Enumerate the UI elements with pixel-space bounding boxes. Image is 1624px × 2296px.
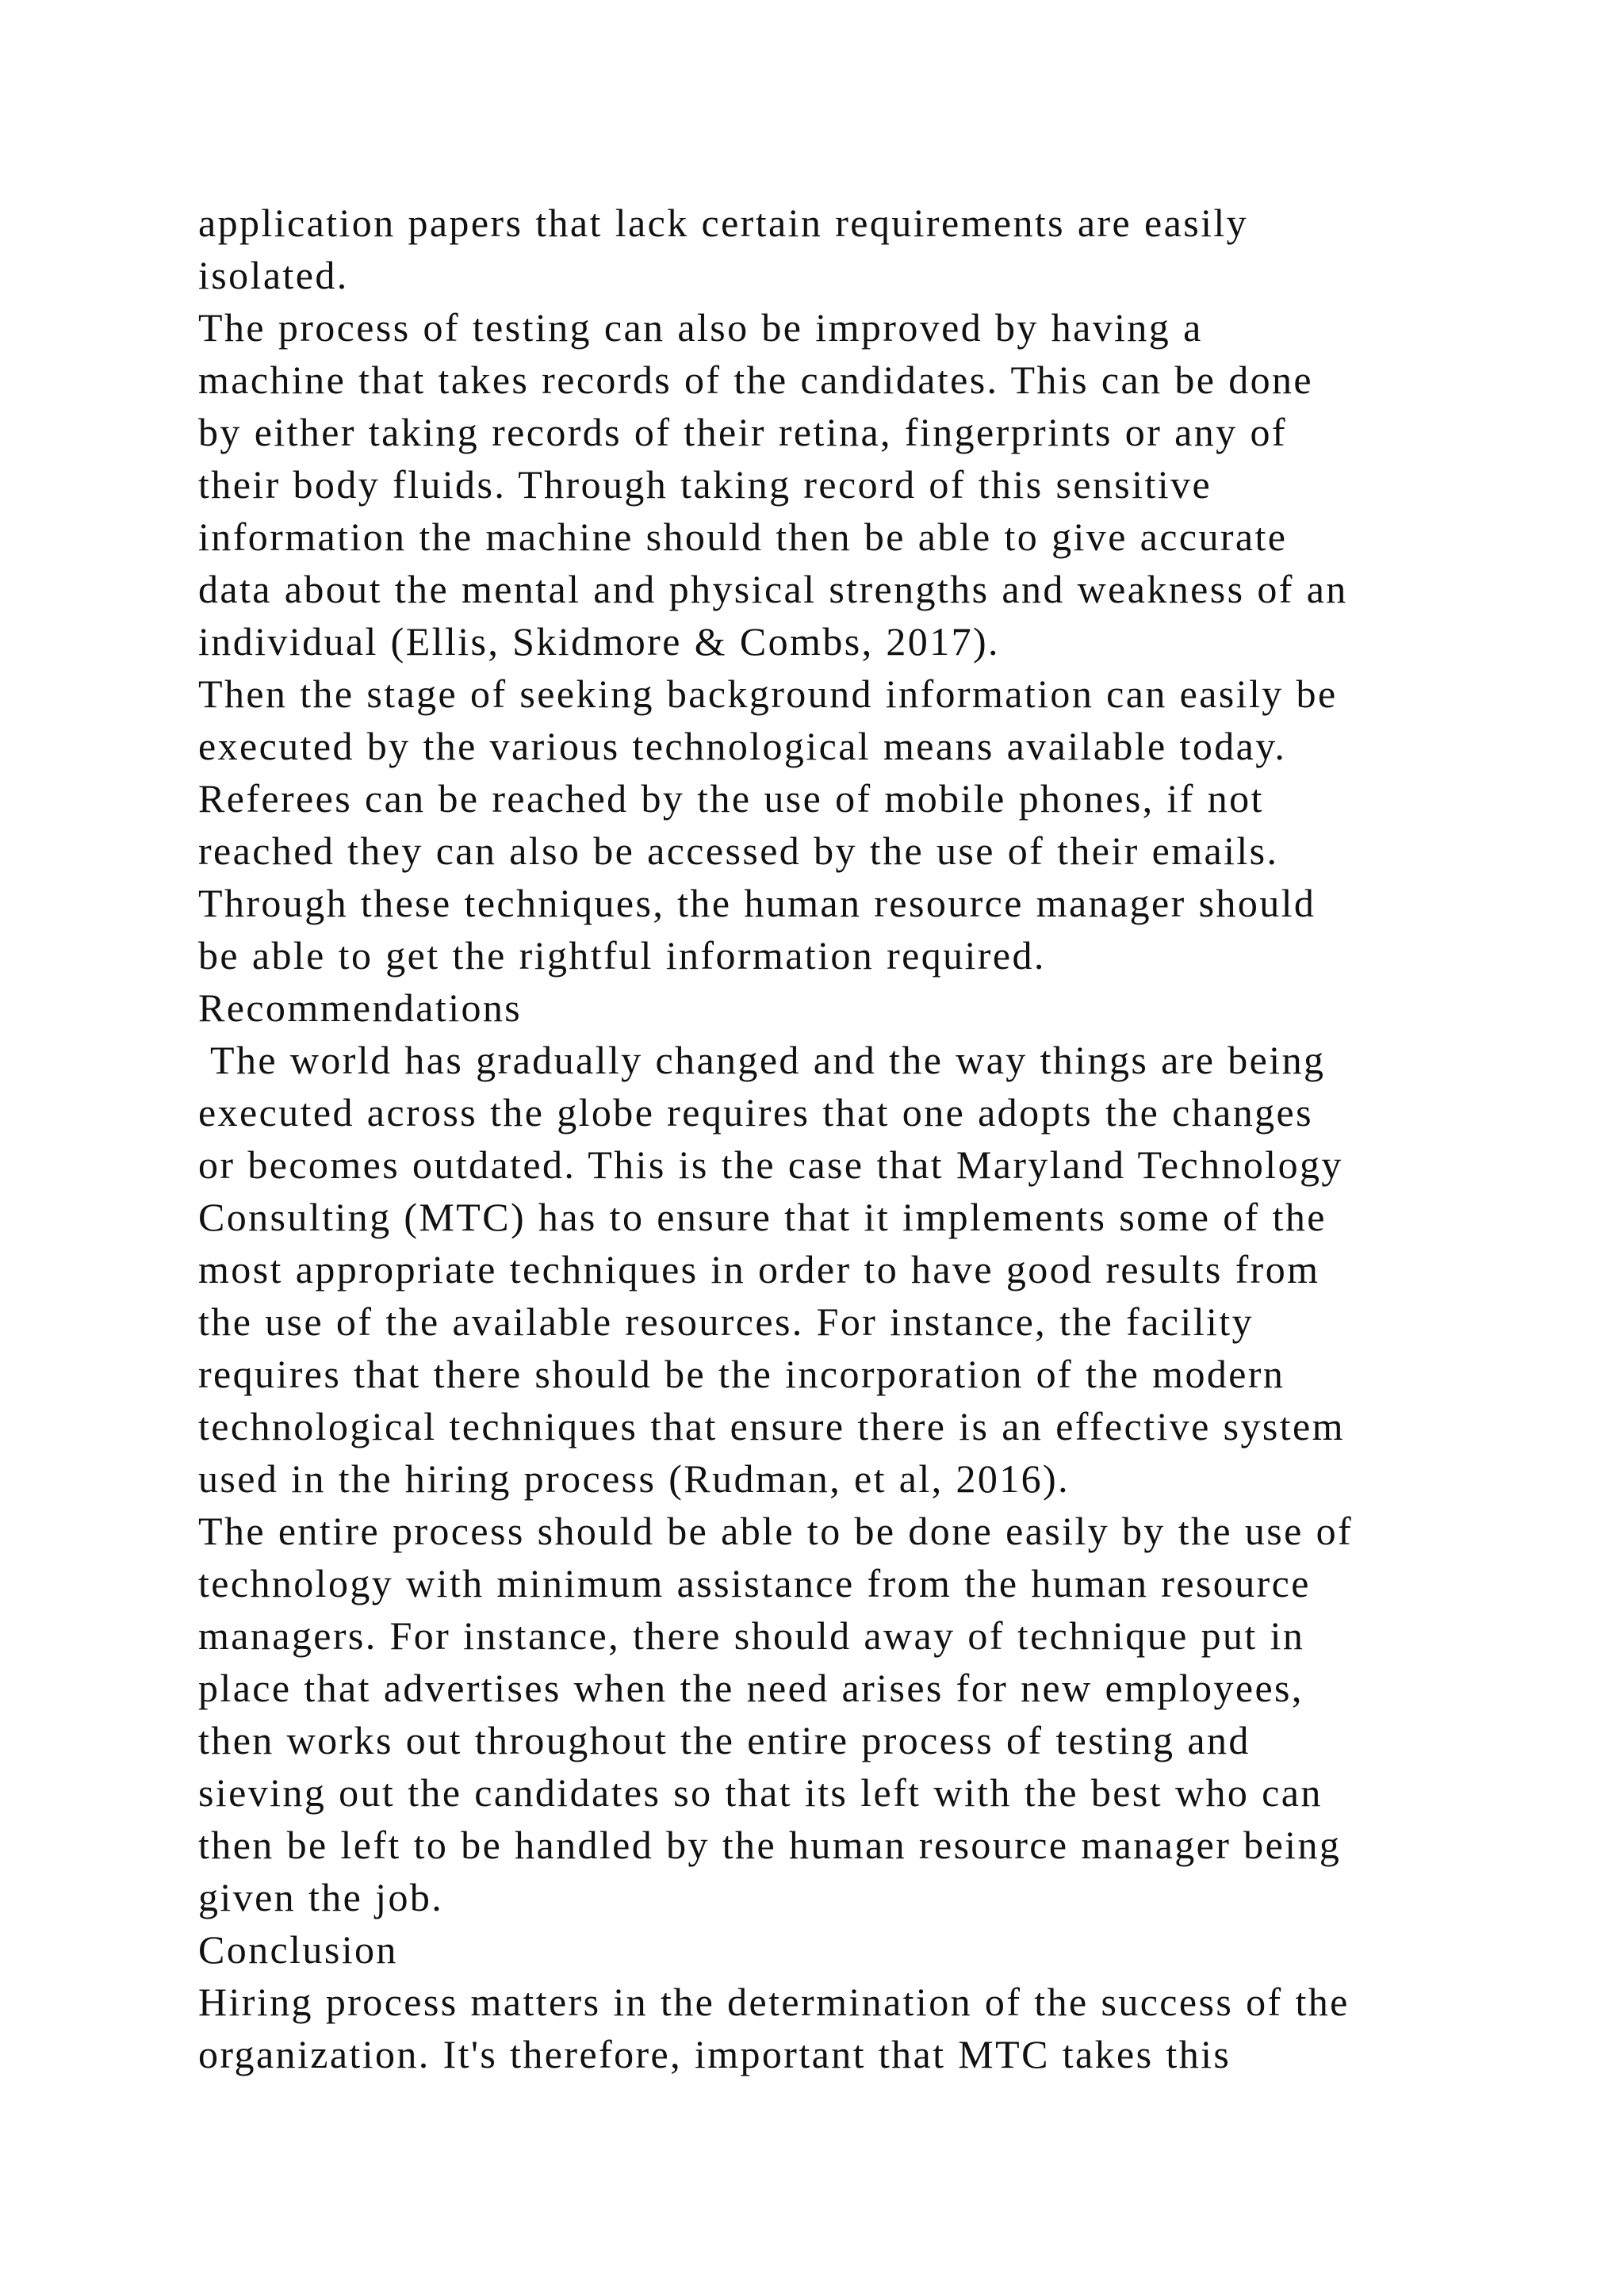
text-line: place that advertises when the need arises for new employees, <box>198 1666 1304 1710</box>
text-line: data about the mental and physical strengths and weakness of an <box>198 567 1348 611</box>
text-line: The entire process should be able to be done easily by the use of <box>198 1509 1354 1553</box>
text-line: by either taking records of their retina, fingerprints or any of <box>198 410 1287 454</box>
text-line: used in the hiring process (Rudman, et al, 2016). <box>198 1456 1071 1501</box>
text-line: technological techniques that ensure there is an effective system <box>198 1404 1345 1448</box>
text-line: Through these techniques, the human resource manager should <box>198 881 1316 925</box>
text-line: sieving out the candidates so that its left with the best who can <box>198 1770 1323 1815</box>
text-line: most appropriate techniques in order to have good results from <box>198 1247 1320 1292</box>
text-line: Referees can be reached by the use of mobile phones, if not <box>198 776 1264 821</box>
text-line: then be left to be handled by the human resource manager being <box>198 1823 1342 1867</box>
text-line: Hiring process matters in the determination of the success of the <box>198 1980 1350 2024</box>
text-line: reached they can also be accessed by the use of their emails. <box>198 828 1279 873</box>
text-line: the use of the available resources. For instance, the facility <box>198 1299 1254 1344</box>
text-line: The world has gradually changed and the way things are being <box>198 1038 1326 1082</box>
text-line: technology with minimum assistance from the human resource <box>198 1561 1311 1605</box>
text-line: or becomes outdated. This is the case that Maryland Technology <box>198 1142 1343 1187</box>
text-line: machine that takes records of the candidates. This can be done <box>198 358 1314 402</box>
text-line: individual (Ellis, Skidmore & Combs, 2017). <box>198 619 1000 664</box>
text-line: information the machine should then be able to give accurate <box>198 515 1288 559</box>
section-heading-recommendations: Recommendations <box>198 985 523 1030</box>
text-line: The process of testing can also be improved by having a <box>198 305 1203 350</box>
text-line: their body fluids. Through taking record of this sensitive <box>198 462 1212 507</box>
text-line: requires that there should be the incorporation of the modern <box>198 1352 1285 1396</box>
text-line: Consulting (MTC) has to ensure that it implements some of the <box>198 1195 1327 1239</box>
text-line: given the job. <box>198 1875 444 1919</box>
text-line: application papers that lack certain requirements are easily <box>198 201 1249 245</box>
text-line: Then the stage of seeking background information can easily be <box>198 672 1338 716</box>
text-line: be able to get the rightful information required. <box>198 933 1046 978</box>
text-line: executed across the globe requires that one adopts the changes <box>198 1090 1313 1135</box>
text-line: isolated. <box>198 253 349 297</box>
text-line: executed by the various technological means available today. <box>198 724 1287 768</box>
text-line: then works out throughout the entire process of testing and <box>198 1718 1251 1762</box>
text-line: organization. It's therefore, important that MTC takes this <box>198 2032 1231 2076</box>
text-line: managers. For instance, there should away of technique put in <box>198 1613 1305 1658</box>
body-text <box>198 197 1483 2080</box>
section-heading-conclusion: Conclusion <box>198 1927 398 1972</box>
